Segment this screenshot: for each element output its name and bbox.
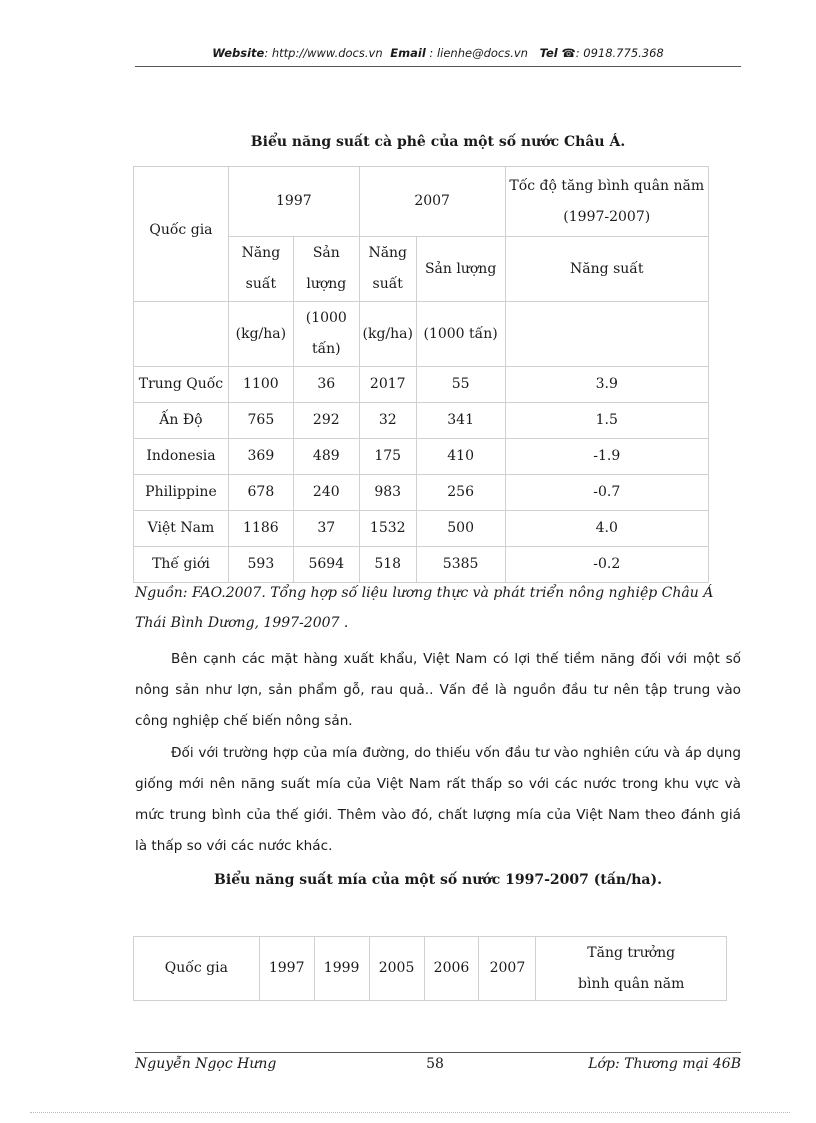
cell-output-1997: 37 bbox=[293, 511, 359, 547]
cell-country: Việt Nam bbox=[134, 511, 229, 547]
cell-yield-2007: 983 bbox=[359, 475, 416, 511]
table-row bbox=[134, 475, 709, 511]
unit-output-1997-l2: tấn) bbox=[311, 341, 341, 357]
subheader-growth-yield: Năng suất bbox=[505, 237, 708, 302]
subheader-output-1997-l1: Sản bbox=[312, 245, 340, 261]
header-growth-line2: (1997-2007) bbox=[563, 208, 651, 225]
cell-yield-2007: 1532 bbox=[359, 511, 416, 547]
table-row bbox=[134, 439, 709, 475]
cell-output-2007: 55 bbox=[416, 367, 505, 403]
t2-header-year: 2005 bbox=[369, 937, 424, 1001]
cell-yield-1997: 678 bbox=[228, 475, 293, 511]
cell-output-1997: 489 bbox=[293, 439, 359, 475]
page-header bbox=[135, 46, 741, 60]
cell-country: Philippine bbox=[134, 475, 229, 511]
subheader-yield-2007-l1: Năng bbox=[368, 245, 408, 261]
subheader-yield-2007-l2: suất bbox=[372, 276, 403, 292]
footer-divider bbox=[135, 1052, 741, 1053]
header-year-2007: 2007 bbox=[359, 167, 505, 237]
cell-output-2007: 500 bbox=[416, 511, 505, 547]
subheader-output-1997 bbox=[293, 237, 359, 302]
subheader-yield-1997 bbox=[228, 237, 293, 302]
paragraph-1 bbox=[135, 644, 741, 737]
website-value: : http://www.docs.vn bbox=[264, 46, 383, 60]
cell-output-1997: 240 bbox=[293, 475, 359, 511]
header-divider bbox=[135, 66, 741, 67]
website-label: Website bbox=[212, 46, 265, 60]
subheader-output-1997-l2: lượng bbox=[306, 276, 347, 292]
header-growth bbox=[505, 167, 708, 237]
subheader-yield-1997-l1: Năng bbox=[241, 245, 281, 261]
cell-yield-1997: 593 bbox=[228, 547, 293, 583]
t2-header-country: Quốc gia bbox=[134, 937, 260, 1001]
subheader-yield-2007 bbox=[359, 237, 416, 302]
unit-empty bbox=[134, 302, 229, 367]
t2-header-year: 2006 bbox=[424, 937, 479, 1001]
cell-output-2007: 410 bbox=[416, 439, 505, 475]
page-bottom-rule bbox=[30, 1112, 790, 1113]
cell-yield-2007: 2017 bbox=[359, 367, 416, 403]
footer-page-number: 58 bbox=[426, 1056, 444, 1072]
paragraph-2 bbox=[135, 738, 741, 862]
unit-yield-2007: (kg/ha) bbox=[359, 302, 416, 367]
cell-country: Ấn Độ bbox=[134, 403, 229, 439]
cell-output-2007: 256 bbox=[416, 475, 505, 511]
cell-growth: 3.9 bbox=[505, 367, 708, 403]
cell-country: Thế giới bbox=[134, 547, 229, 583]
email-value: : lienhe@docs.vn bbox=[429, 46, 528, 60]
cell-growth: -1.9 bbox=[505, 439, 708, 475]
email-label: Email bbox=[390, 46, 426, 60]
tel-value: : 0918.775.368 bbox=[575, 46, 664, 60]
source-note: Nguồn: FAO.2007. Tổng hợp số liệu lương thực và phát triển nông nghiệp Châu Á Thái Bình Dương, 1997-2007 . bbox=[135, 585, 714, 631]
cell-growth: 1.5 bbox=[505, 403, 708, 439]
t2-header-growth-l2: bình quân năm bbox=[578, 975, 685, 992]
cell-growth: -0.2 bbox=[505, 547, 708, 583]
cell-yield-2007: 518 bbox=[359, 547, 416, 583]
paragraph-1-text: Bên cạnh các mặt hàng xuất khẩu, Việt Nam có lợi thế tiềm năng đối với một số nông sản như lợn, sản phẩm gỗ, rau quả.. Vấn đề là nguồn đầu tư nên tập trung vào công nghiệp chế biến nông sản. bbox=[135, 651, 741, 729]
footer-class: Lớp: Thương mại 46B bbox=[588, 1056, 741, 1072]
cell-output-1997: 292 bbox=[293, 403, 359, 439]
subheader-yield-1997-l2: suất bbox=[245, 276, 277, 292]
t2-header-year: 1997 bbox=[259, 937, 314, 1001]
table2-title: Biểu năng suất mía của một số nước 1997-2007 (tấn/ha). bbox=[214, 872, 662, 888]
table-row bbox=[134, 403, 709, 439]
t2-header-growth bbox=[536, 937, 727, 1001]
unit-output-1997 bbox=[293, 302, 359, 367]
cell-output-2007: 5385 bbox=[416, 547, 505, 583]
subheader-output-2007: Sản lượng bbox=[416, 237, 505, 302]
cell-output-1997: 36 bbox=[293, 367, 359, 403]
t2-header-year: 2007 bbox=[479, 937, 536, 1001]
cell-yield-2007: 32 bbox=[359, 403, 416, 439]
cell-output-2007: 341 bbox=[416, 403, 505, 439]
header-year-1997: 1997 bbox=[228, 167, 359, 237]
table-row bbox=[134, 367, 709, 403]
table1-title: Biểu năng suất cà phê của một số nước Châu Á. bbox=[250, 134, 626, 150]
table-row bbox=[134, 511, 709, 547]
cell-output-1997: 5694 bbox=[293, 547, 359, 583]
t2-header-year: 1999 bbox=[314, 937, 369, 1001]
coffee-yield-table bbox=[133, 166, 709, 583]
cell-growth: -0.7 bbox=[505, 475, 708, 511]
t2-header-growth-l1: Tăng trưởng bbox=[587, 944, 676, 961]
header-country: Quốc gia bbox=[134, 167, 229, 302]
unit-growth-empty bbox=[505, 302, 708, 367]
unit-output-2007: (1000 tấn) bbox=[416, 302, 505, 367]
cell-country: Trung Quốc bbox=[134, 367, 229, 403]
header-growth-line1: Tốc độ tăng bình quân năm bbox=[509, 177, 705, 194]
tel-label: Tel bbox=[539, 46, 558, 60]
cell-yield-2007: 175 bbox=[359, 439, 416, 475]
cell-country: Indonesia bbox=[134, 439, 229, 475]
unit-yield-1997: (kg/ha) bbox=[228, 302, 293, 367]
cell-yield-1997: 369 bbox=[228, 439, 293, 475]
cell-yield-1997: 1186 bbox=[228, 511, 293, 547]
unit-output-1997-l1: (1000 bbox=[305, 310, 347, 326]
cell-yield-1997: 1100 bbox=[228, 367, 293, 403]
cell-growth: 4.0 bbox=[505, 511, 708, 547]
paragraph-2-text: Đối với trường hợp của mía đường, do thiếu vốn đầu tư vào nghiên cứu và áp dụng giống mới nên năng suất mía của Việt Nam rất thấp so với các nước trong khu vực và mức trung bình của thế giới. Thêm vào đó, chất lượng mía của Việt Nam theo đánh giá là thấp so với các nước khác. bbox=[135, 745, 741, 854]
footer-author: Nguyễn Ngọc Hưng bbox=[135, 1056, 277, 1072]
sugarcane-yield-table bbox=[133, 936, 727, 1001]
phone-icon: ☎ bbox=[561, 46, 576, 60]
cell-yield-1997: 765 bbox=[228, 403, 293, 439]
